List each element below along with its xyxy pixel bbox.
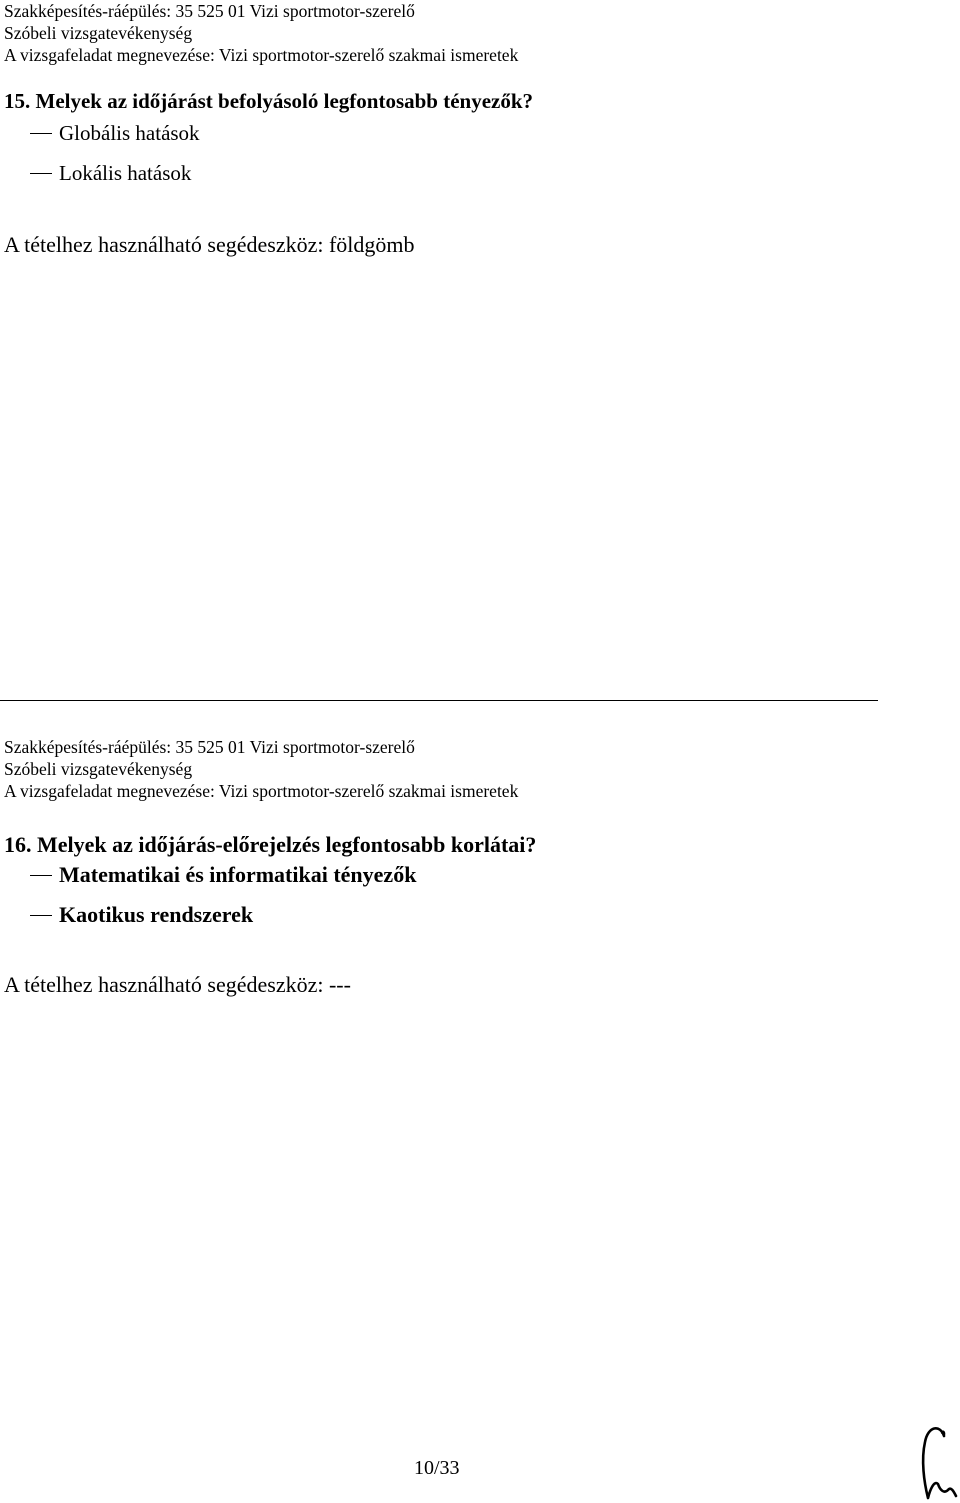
- list-item: [30, 121, 200, 146]
- page2-tool-line: A tételhez használható segédeszköz: ---: [4, 972, 351, 997]
- page-separator-line: [0, 700, 878, 701]
- list-item-label: Lokális hatások: [59, 161, 192, 185]
- page2-header-line-3: A vizsgafeladat megnevezése: Vizi sportmotor-szerelő szakmai ismeretek: [4, 781, 519, 801]
- dash-bullet-icon: [30, 133, 52, 134]
- question-15: 15. Melyek az időjárást befolyásoló legfontosabb tényezők?: [4, 89, 534, 113]
- list-item-label: Kaotikus rendszerek: [59, 902, 254, 927]
- page1-header-line-3: A vizsgafeladat megnevezése: Vizi sportmotor-szerelő szakmai ismeretek: [4, 45, 519, 65]
- signature-icon: [918, 1420, 958, 1502]
- list-item: [30, 161, 191, 186]
- page1-header-line-1: Szakképesítés-ráépülés: 35 525 01 Vizi sportmotor-szerelő: [4, 1, 415, 21]
- page1-tool-line: A tételhez használható segédeszköz: földgömb: [4, 232, 415, 257]
- dash-bullet-icon: [30, 915, 52, 916]
- page2-header-line-2: Szóbeli vizsgatevékenység: [4, 759, 193, 779]
- list-item: [30, 902, 253, 928]
- question-16: 16. Melyek az időjárás-előrejelzés legfontosabb korlátai?: [4, 832, 537, 857]
- list-item-label: Globális hatások: [59, 121, 200, 145]
- dash-bullet-icon: [30, 173, 52, 174]
- dash-bullet-icon: [30, 875, 52, 876]
- list-item-label: Matematikai és informatikai tényezők: [59, 862, 417, 887]
- page2-header-line-1: Szakképesítés-ráépülés: 35 525 01 Vizi sportmotor-szerelő: [4, 737, 415, 757]
- page-number: 10/33: [414, 1457, 460, 1479]
- page1-header-line-2: Szóbeli vizsgatevékenység: [4, 23, 193, 43]
- list-item: [30, 862, 416, 888]
